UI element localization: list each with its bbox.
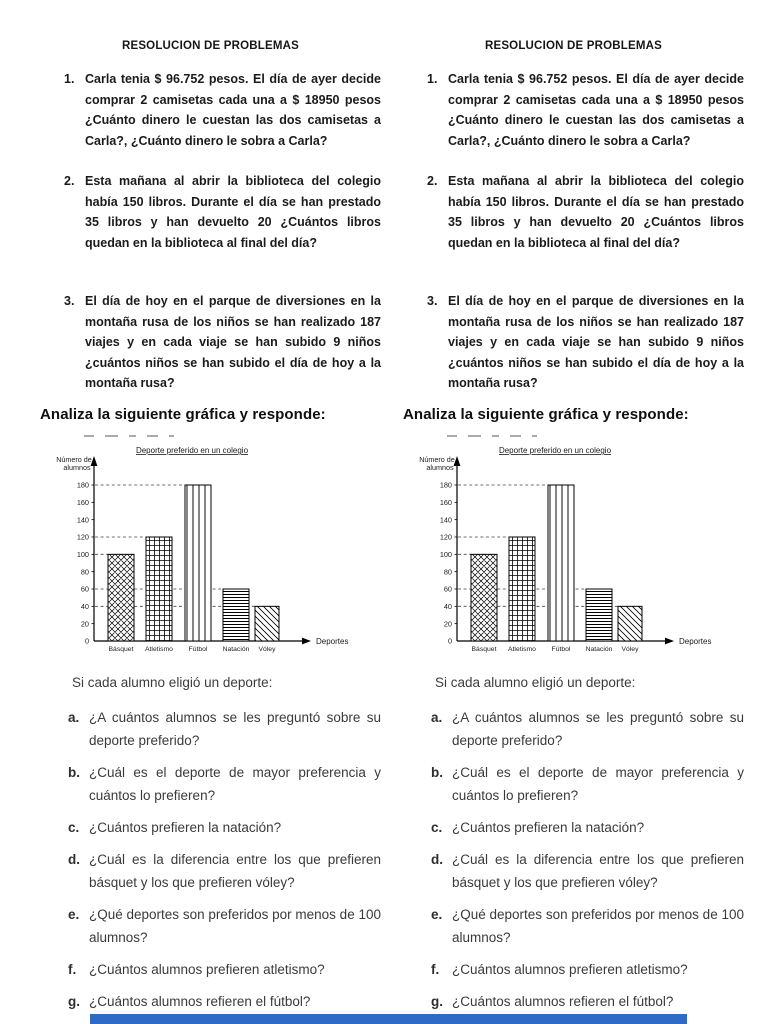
question-e <box>40 903 381 949</box>
question-text: ¿Cuál es la diferencia entre los que prefieren básquet y los que prefieren vóley? <box>89 851 381 890</box>
svg-text:120: 120 <box>76 532 89 542</box>
analyze-heading: Analiza la siguiente gráfica y responde: <box>40 405 326 423</box>
question-a <box>403 706 744 752</box>
problem-2 <box>403 171 744 253</box>
svg-text:alumnos: alumnos <box>426 462 454 472</box>
svg-text:80: 80 <box>443 566 452 576</box>
clipped-text-fragment <box>84 430 381 442</box>
question-text: ¿Cuántos alumnos refieren el fútbol? <box>89 993 311 1009</box>
svg-text:80: 80 <box>80 566 89 576</box>
bar-chart <box>415 443 744 669</box>
svg-text:100: 100 <box>76 549 89 559</box>
problem-text: Carla tenia $ 96.752 pesos. El día de ayer decide comprar 2 camisetas cada una a $ 18950 pesos ¿Cuánto dinero le cuestan las dos camisetas a Carla?, ¿Cuánto dinero le sobra a Carla? <box>448 72 744 148</box>
problem-text: El día de hoy en el parque de diversiones en la montaña rusa de los niños se han realizado 187 viajes y en cada viaje se han subido 9 niños ¿cuántos niños se han subido el día de hoy a la montaña rusa? <box>448 294 744 390</box>
question-text: ¿Cuántos prefieren la natación? <box>452 819 645 835</box>
question-d <box>40 848 381 894</box>
problem-number: 2. <box>427 174 438 188</box>
svg-text:Atletismo: Atletismo <box>145 645 173 653</box>
question-letter: b. <box>68 764 80 780</box>
question-letter: c. <box>68 819 80 835</box>
question-text: ¿Cuál es el deporte de mayor preferencia y cuántos lo prefieren? <box>452 764 744 803</box>
bottom-blue-bar <box>90 1014 687 1024</box>
svg-text:Deporte preferido en un colegi: Deporte preferido en un colegio <box>135 445 249 455</box>
svg-text:Deportes: Deportes <box>679 636 712 646</box>
svg-text:120: 120 <box>439 532 452 542</box>
problem-number: 2. <box>64 174 75 188</box>
problem-number: 3. <box>427 294 438 308</box>
problem-text: Esta mañana al abrir la biblioteca del colegio había 150 libros. Durante el día se han prestado 35 libros y han devuelto 20 ¿Cuántos libros quedan en la biblioteca al final del día? <box>85 174 381 250</box>
question-g <box>403 990 744 1013</box>
question-letter: f. <box>68 961 77 977</box>
problem-3 <box>40 291 381 394</box>
question-text: ¿Qué deportes son preferidos por menos de 100 alumnos? <box>89 906 381 945</box>
question-f <box>403 958 744 981</box>
analyze-heading: Analiza la siguiente gráfica y responde: <box>403 405 689 423</box>
svg-text:40: 40 <box>80 601 89 611</box>
svg-text:Deportes: Deportes <box>316 636 349 646</box>
svg-text:60: 60 <box>80 584 89 594</box>
svg-text:140: 140 <box>76 514 89 524</box>
problem-number: 3. <box>64 294 75 308</box>
svg-text:40: 40 <box>443 601 452 611</box>
question-letter: e. <box>68 906 80 922</box>
svg-text:Fútbol: Fútbol <box>551 645 571 653</box>
question-text: ¿Cuántos alumnos refieren el fútbol? <box>452 993 674 1009</box>
question-text: ¿Cuál es el deporte de mayor preferencia y cuántos lo prefieren? <box>89 764 381 803</box>
problem-2 <box>40 171 381 253</box>
problem-text: Carla tenia $ 96.752 pesos. El día de ayer decide comprar 2 camisetas cada una a $ 18950 pesos ¿Cuánto dinero le cuestan las dos camisetas a Carla?, ¿Cuánto dinero le sobra a Carla? <box>85 72 381 148</box>
question-letter: f. <box>431 961 440 977</box>
svg-text:Número de: Número de <box>56 454 92 464</box>
question-d <box>403 848 744 894</box>
svg-text:Natación: Natación <box>585 645 613 653</box>
question-b <box>40 761 381 807</box>
question-c <box>40 816 381 839</box>
question-text: ¿Cuál es la diferencia entre los que prefieren básquet y los que prefieren vóley? <box>452 851 744 890</box>
svg-text:Atletismo: Atletismo <box>508 645 536 653</box>
question-letter: a. <box>68 709 80 725</box>
question-text: ¿Qué deportes son preferidos por menos de 100 alumnos? <box>452 906 744 945</box>
question-g <box>40 990 381 1013</box>
question-letter: d. <box>431 851 443 867</box>
question-text: ¿Cuántos prefieren la natación? <box>89 819 282 835</box>
question-letter: g. <box>68 993 80 1009</box>
chart-intro-line: Si cada alumno eligió un deporte: <box>72 674 273 690</box>
svg-text:180: 180 <box>439 480 452 490</box>
question-letter: c. <box>431 819 443 835</box>
worksheet-column <box>40 40 381 1022</box>
question-e <box>403 903 744 949</box>
question-letter: d. <box>68 851 80 867</box>
svg-text:alumnos: alumnos <box>63 462 91 472</box>
clipped-text-fragment <box>447 430 744 442</box>
question-letter: a. <box>431 709 443 725</box>
bar-chart <box>52 443 381 669</box>
svg-text:20: 20 <box>80 618 89 628</box>
question-text: ¿Cuántos alumnos prefieren atletismo? <box>452 961 688 977</box>
svg-text:Vóley: Vóley <box>621 645 639 653</box>
chart-intro-line: Si cada alumno eligió un deporte: <box>435 674 636 690</box>
problem-text: Esta mañana al abrir la biblioteca del colegio había 150 libros. Durante el día se han prestado 35 libros y han devuelto 20 ¿Cuántos libros quedan en la biblioteca al final del día? <box>448 174 744 250</box>
question-letter: g. <box>431 993 443 1009</box>
svg-text:160: 160 <box>76 497 89 507</box>
problem-1 <box>40 69 381 151</box>
problem-1 <box>403 69 744 151</box>
problem-number: 1. <box>64 72 75 86</box>
svg-text:180: 180 <box>76 480 89 490</box>
question-letter: b. <box>431 764 443 780</box>
question-c <box>403 816 744 839</box>
worksheet-title: RESOLUCION DE PROBLEMAS <box>121 40 300 52</box>
svg-text:Básquet: Básquet <box>108 645 134 653</box>
svg-text:Fútbol: Fútbol <box>188 645 208 653</box>
question-text: ¿A cuántos alumnos se les preguntó sobre su deporte preferido? <box>452 709 744 748</box>
question-letter: e. <box>431 906 443 922</box>
svg-text:0: 0 <box>447 636 452 646</box>
svg-text:Vóley: Vóley <box>258 645 276 653</box>
svg-text:100: 100 <box>439 549 452 559</box>
svg-text:60: 60 <box>443 584 452 594</box>
svg-text:Deporte preferido en un colegi: Deporte preferido en un colegio <box>498 445 612 455</box>
question-b <box>403 761 744 807</box>
problem-3 <box>403 291 744 394</box>
question-text: ¿A cuántos alumnos se les preguntó sobre su deporte preferido? <box>89 709 381 748</box>
question-a <box>40 706 381 752</box>
worksheet-column <box>403 40 744 1022</box>
svg-text:Número de: Número de <box>419 454 455 464</box>
problem-number: 1. <box>427 72 438 86</box>
question-text: ¿Cuántos alumnos prefieren atletismo? <box>89 961 325 977</box>
svg-text:160: 160 <box>439 497 452 507</box>
svg-text:20: 20 <box>443 618 452 628</box>
svg-text:Natación: Natación <box>222 645 250 653</box>
question-f <box>40 958 381 981</box>
svg-text:Básquet: Básquet <box>471 645 497 653</box>
worksheet-title: RESOLUCION DE PROBLEMAS <box>484 40 663 52</box>
svg-text:140: 140 <box>439 514 452 524</box>
problem-text: El día de hoy en el parque de diversiones en la montaña rusa de los niños se han realizado 187 viajes y en cada viaje se han subido 9 niños ¿cuántos niños se han subido el día de hoy a la montaña rusa? <box>85 294 381 390</box>
svg-text:0: 0 <box>84 636 89 646</box>
